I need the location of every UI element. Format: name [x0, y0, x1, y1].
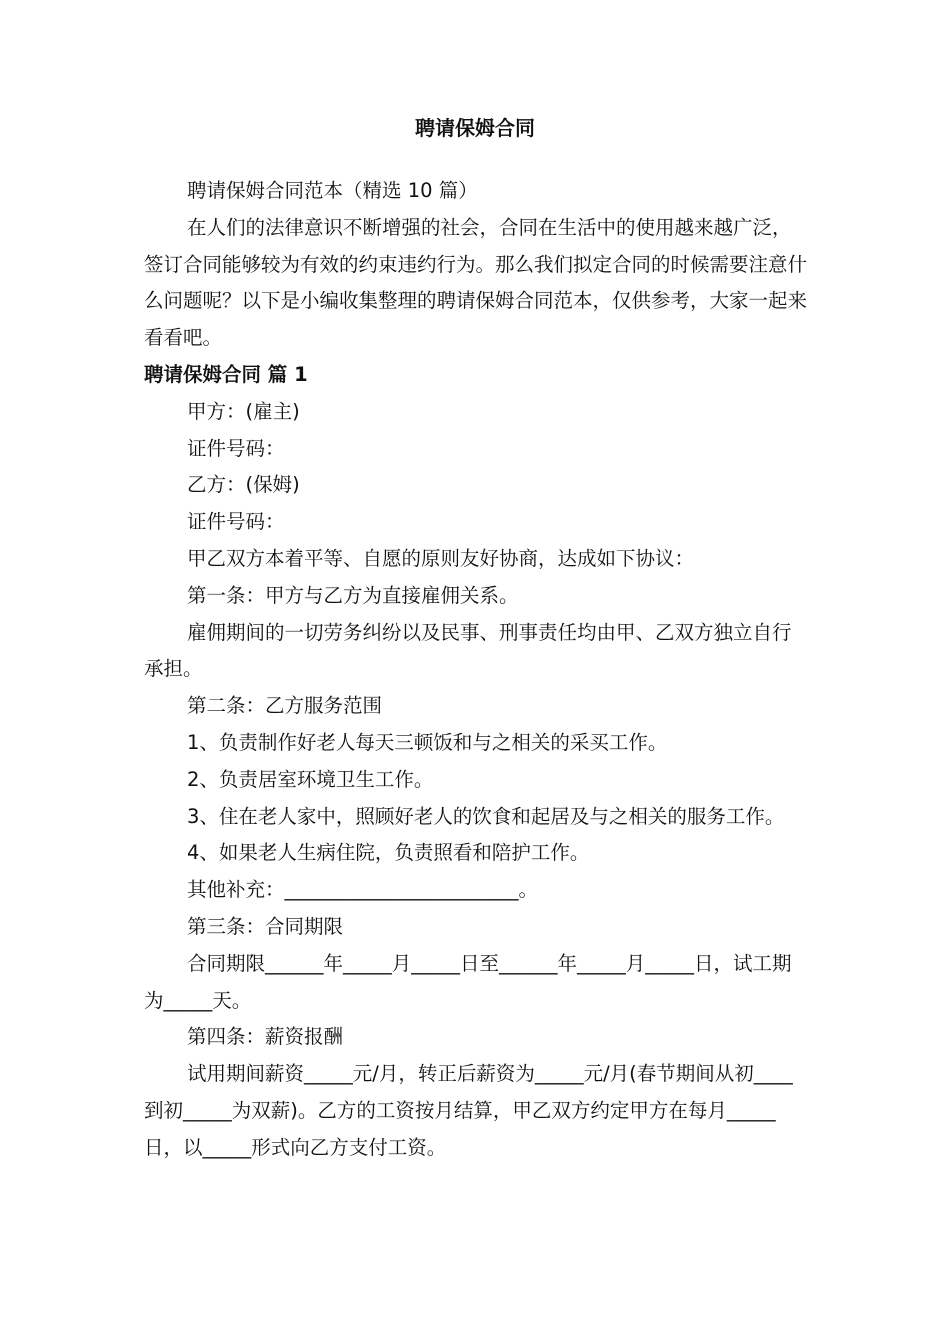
subtitle-paragraph: 聘请保姆合同范本（精选 10 篇） [187, 179, 478, 202]
party-b-id-line: 证件号码： [187, 510, 285, 534]
intro-paragraph: 在人们的法律意识不断增强的社会，合同在生活中的使用越来越广泛，签订合同能够较为有效的约束违约行为。那么我们拟定合同的时候需要注意什么问题呢？以下是小编收集整理的聘请保姆合同范本，仅供参考，大家一起来看看吧。 [144, 215, 808, 350]
article-3: 第三条：合同期限 [187, 914, 344, 938]
party-a-id-line: 证件号码： [187, 436, 285, 460]
service-item-3: 3、住在老人家中，照顾好老人的饮食和起居及与之相关的服务工作。 [187, 804, 785, 828]
document-title: 聘请保姆合同 [415, 116, 535, 140]
service-item-2: 2、负责居室环境卫生工作。 [187, 767, 434, 791]
contract-term-detail: 合同期限______年_____月_____日至______年_____月_____日，试工期为_____天。 [144, 951, 792, 1012]
document-body [144, 173, 810, 1167]
article-1: 第一条：甲方与乙方为直接雇佣关系。 [187, 583, 519, 607]
article-2: 第二条：乙方服务范围 [187, 694, 383, 718]
article-1-detail: 雇佣期间的一切劳务纠纷以及民事、刑事责任均由甲、乙双方独立自行承担。 [144, 620, 792, 681]
service-item-1: 1、负责制作好老人每天三顿饭和与之相关的采买工作。 [187, 730, 668, 754]
service-item-4: 4、如果老人生病住院，负责照看和陪护工作。 [187, 841, 590, 865]
section-heading: 聘请保姆合同 篇 1 [144, 362, 308, 386]
party-a-line: 甲方：(雇主) [187, 399, 300, 423]
other-supplement: 其他补充：________________________。 [187, 878, 539, 902]
salary-detail: 试用期间薪资_____元/月，转正后薪资为_____元/月(春节期间从初____到初_____为双薪)。乙方的工资按月结算，甲乙双方约定甲方在每月_____日，以_____形式向乙方支付工资。 [144, 1062, 793, 1159]
article-4: 第四条：薪资报酬 [187, 1025, 344, 1049]
party-b-line: 乙方：(保姆) [187, 473, 300, 497]
agreement-statement: 甲乙双方本着平等、自愿的原则友好协商，达成如下协议： [187, 546, 695, 570]
